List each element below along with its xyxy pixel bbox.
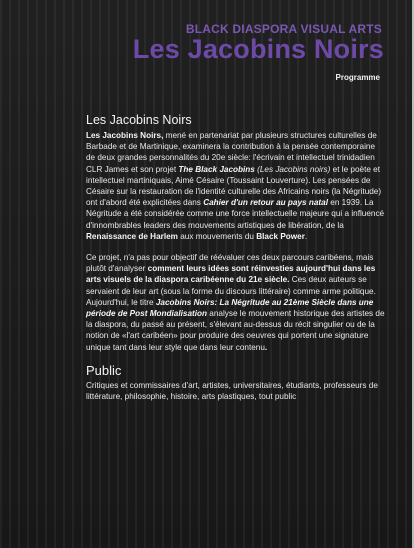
series-label: BLACK DIASPORA VISUAL ARTS — [185, 22, 382, 36]
body-text: Ces deux auteurs se servaient de leur art (sous la forme du discours littéraire) comme arme politique. Aujourd'hui, le titre — [86, 275, 376, 307]
section-heading-jacobins: Les Jacobins Noirs — [86, 113, 192, 127]
book-title-cahier: Cahier d'un retour au pays natal — [203, 198, 328, 208]
emphasis-ideas: comment leurs idées sont réinvesties aujourd'hui dans les arts visuels de la diaspora caribéenne du 21e siècle. — [86, 264, 376, 285]
paragraph-intro — [86, 130, 386, 242]
emphasis-black-power: Black Power — [256, 231, 305, 241]
project-title: Jacobins Noirs: La Négritude au 21ème Siècle dans une période de Post Mondialisation — [86, 297, 374, 319]
emphasis-text: Les Jacobins Noirs, — [86, 131, 164, 140]
body-text: . — [304, 231, 308, 241]
emphasis-period: . — [264, 342, 268, 352]
document-title: Les Jacobins Noirs — [132, 34, 384, 64]
body-text: mené en partenariat par plusieurs structures culturelles de Barbade et de Martinique, examinera la contribution à la pensée contemporaine de deux grandes personnalités du 20e siècle: l'écrivain et intellectuel trinidadien CLR James et son projet — [86, 131, 377, 174]
book-title-black-jacobins: The Black Jacobins — [178, 164, 255, 174]
paragraph-public: Critiques et commissaires d'art, artistes, universitaires, étudiants, professeurs de littérature, philosophie, histoire, arts plastiques, tout public — [86, 380, 378, 402]
emphasis-harlem: Renaissance de Harlem — [86, 231, 178, 241]
book-subtitle: (Les Jacobins noirs) — [254, 164, 331, 174]
section-heading-public: Public — [86, 362, 122, 378]
body-text: analyse le mouvement historique des artistes de la diaspora, du passé au présent, s'élevant au-dessus du récit singulier ou de la notion de «l'art caribéen» pour produire des oeuvres qui portent une signature unique tant dans leur style que dans leur contenu — [86, 309, 385, 352]
body-text: Ce projet, n'a pas pour objectif de réévaluer ces deux parcours caribéens, mais plutôt d'analyser — [86, 253, 374, 274]
body-text: et le poète et intellectuel martiniquais, Aimé Césaire (Toussaint Louverture). Les pensées de Césaire sur la restauration de l'identité culturelle des Africains noirs (la Négritude) ont d'abord été explicitées dans — [86, 164, 382, 208]
body-text: aux mouvements du — [177, 231, 257, 241]
paragraph-project — [86, 252, 386, 353]
body-text: en 1939. La Négritude a été considérée comme une force intellectuelle majeure qui a influencé d'innombrables leaders des mouvements artistiques de libération, de la — [86, 198, 385, 230]
content-body — [86, 113, 386, 412]
program-label: Programme — [335, 73, 380, 82]
